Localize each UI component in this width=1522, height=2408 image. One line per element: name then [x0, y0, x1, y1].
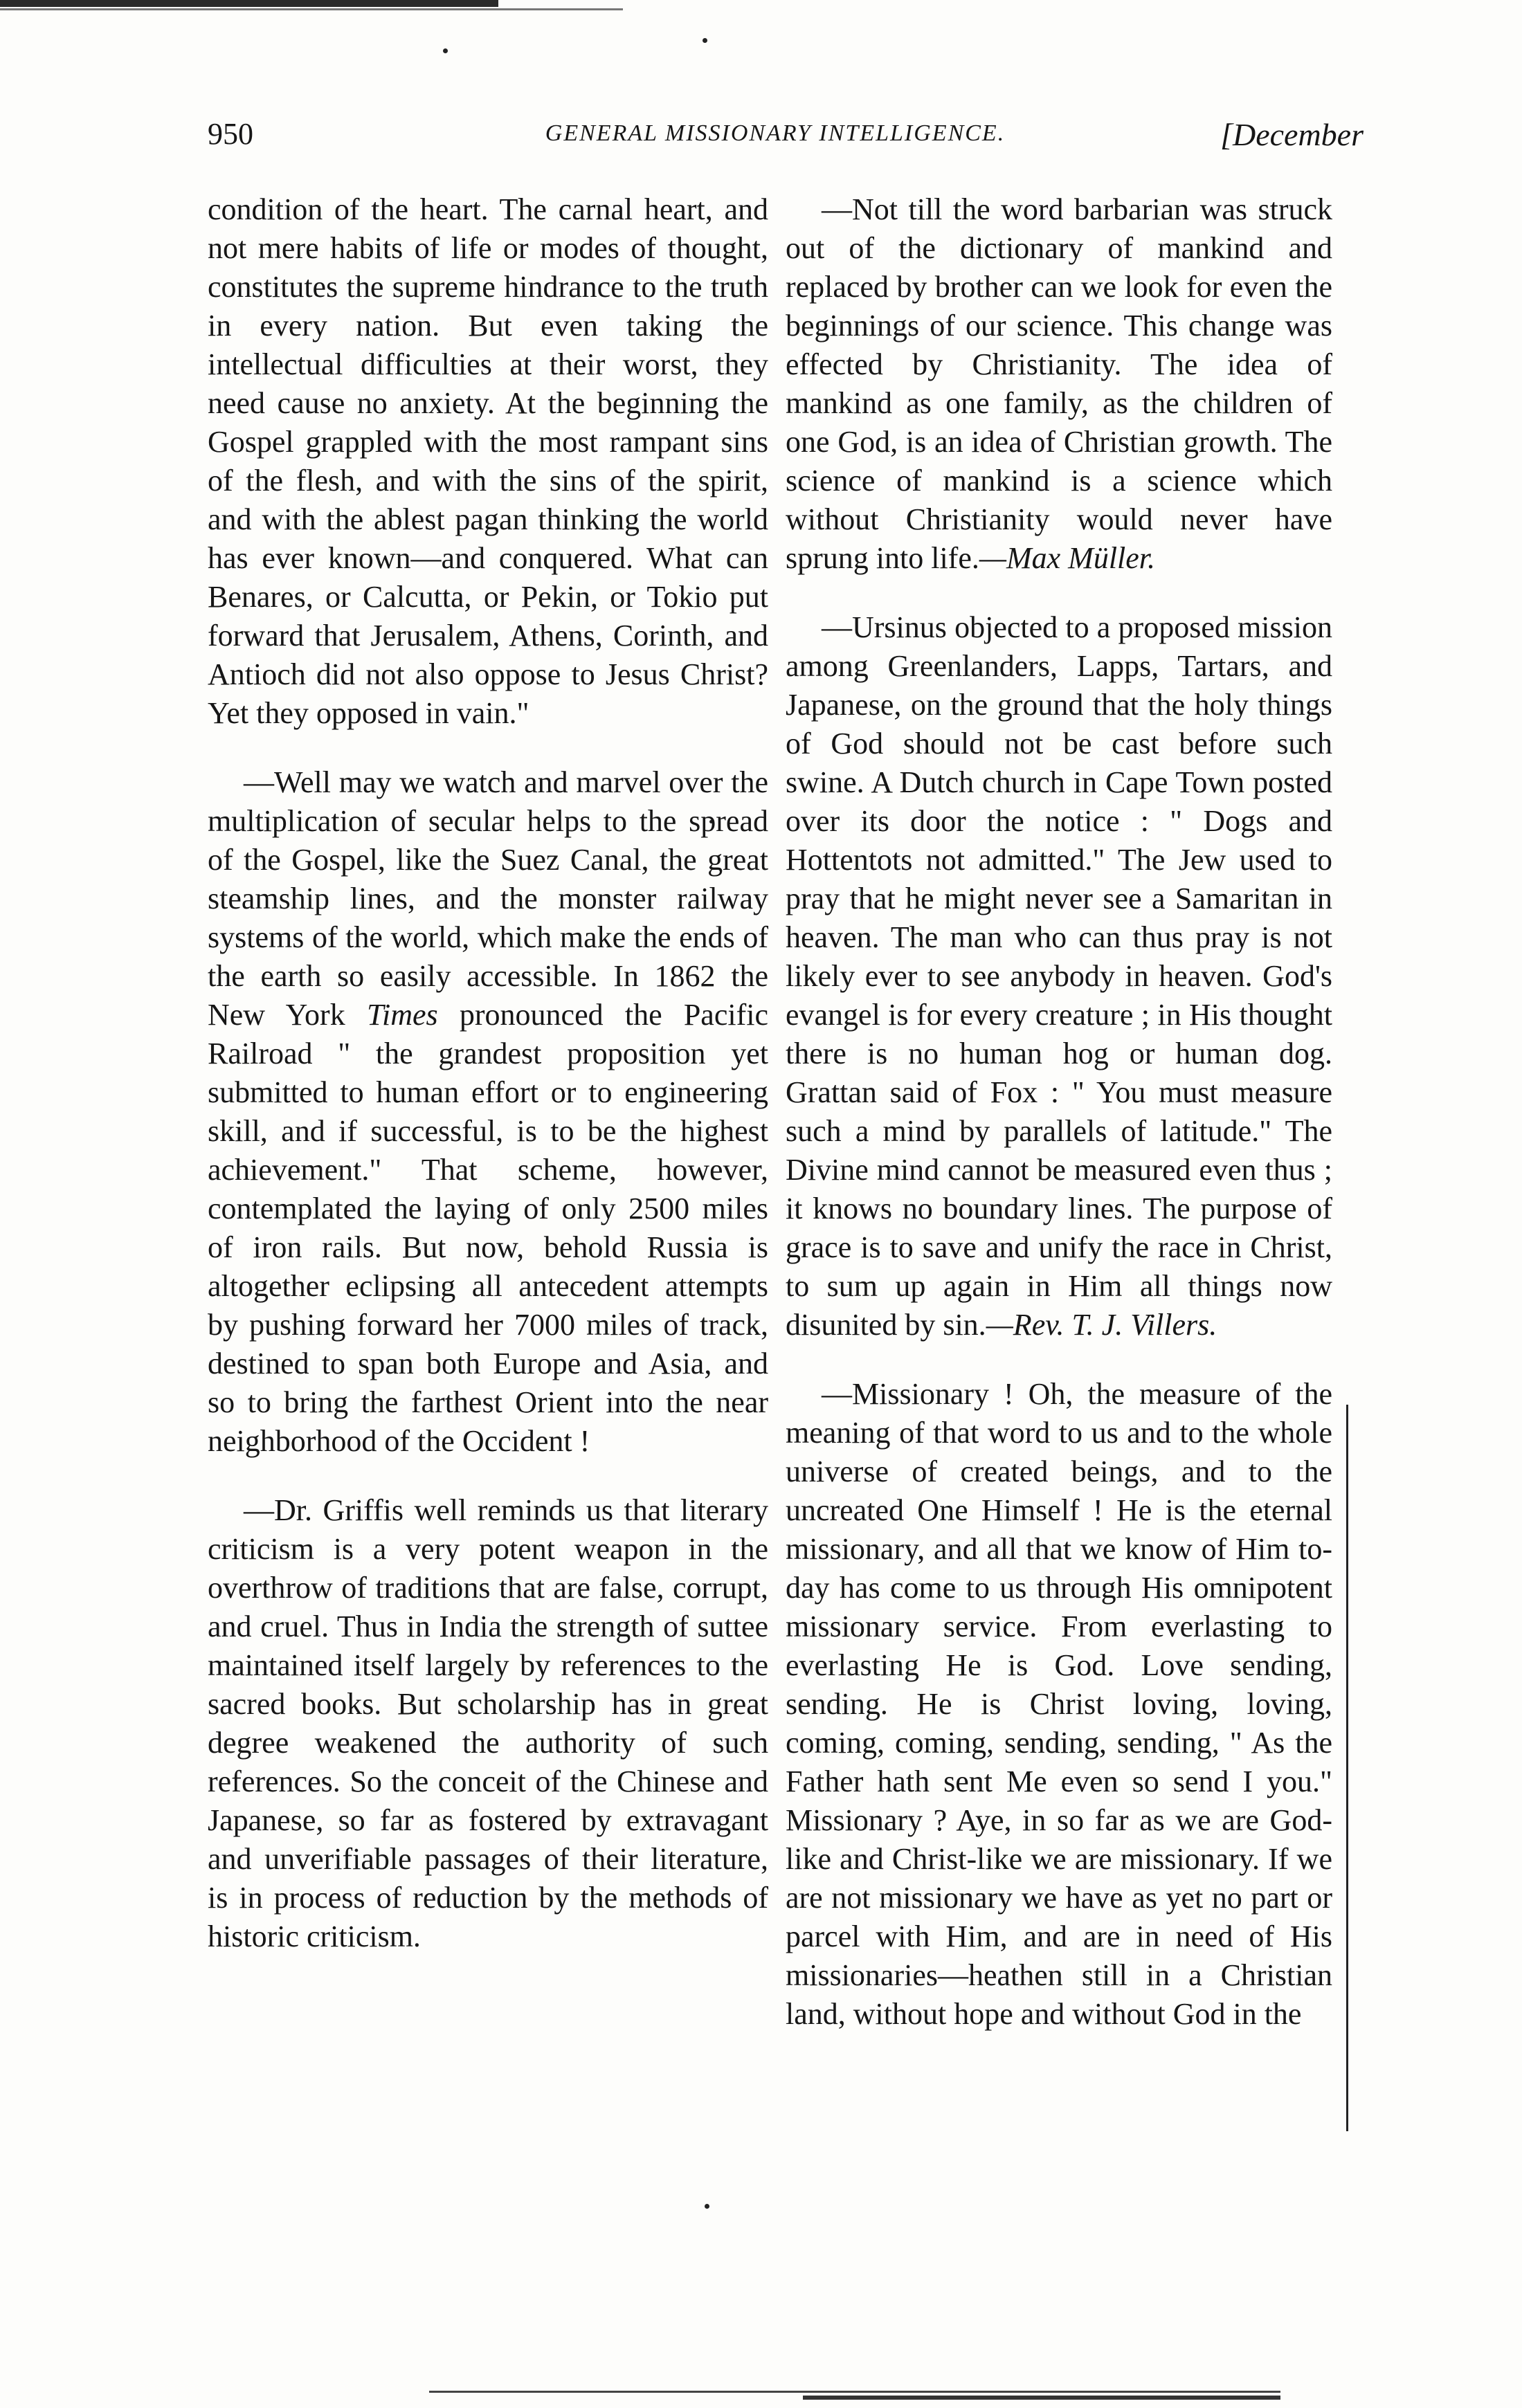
newspaper-title: Times — [366, 998, 438, 1032]
ink-speck — [705, 2204, 709, 2209]
left-paragraph-2 — [208, 763, 768, 1461]
top-scan-rule-thin — [0, 8, 623, 10]
quote-author: —Rev. T. J. Villers. — [986, 1308, 1217, 1342]
right-paragraph-2 — [786, 608, 1332, 1344]
right-paragraph-1-text: —Not till the word barbarian was struck out of the dictionary of mankind and replaced by brother can we look for even the beginnings of our science. This change was effected by Christianity. The idea of mankind as one family, as the children of one God, is an idea of Christian growth. The science of mankind is a science which without Christianity would never have sprung into life. — [786, 192, 1332, 575]
right-paragraph-3: —Missionary ! Oh, the measure of the meaning of that word to us and to the whole universe of created beings, and to the uncreated One Himself ! He is the eternal missionary, and all that we know of Him to-day has come to us through His omnipotent missionary service. From everlasting to everlasting He is God. Love sending, sending. He is Christ loving, loving, coming, coming, sending, sending, " As the Father hath sent Me even so send I you." Missionary ? Aye, in so far as we are God-like and Christ-like we are missionary. If we are not missionary we have as yet no part or parcel with Him, and are in need of His missionaries—heathen still in a Christian land, without hope and without God in the — [786, 1377, 1332, 2031]
page-number: 950 — [208, 117, 253, 151]
running-head: GENERAL MISSIONARY INTELLIGENCE. — [545, 120, 1006, 146]
top-scan-rule — [0, 0, 498, 7]
page-header — [208, 116, 1364, 158]
bottom-scan-rule-thick — [803, 2396, 1280, 2400]
right-paragraph-1 — [786, 190, 1332, 578]
ink-speck — [703, 38, 707, 43]
left-paragraph-3: —Dr. Griffis well reminds us that literary criticism is a very potent weapon in the overthrow of traditions that are false, corrupt, and cruel. Thus in India the strength of suttee maintained itself largely by references to the sacred books. But scholarship has in great degree weakened the authority of such references. So the conceit of the Chinese and Japanese, so far as fostered by extravagant and unverifiable passages of their literature, is in process of reduction by the methods of historic criticism. — [208, 1493, 768, 1953]
ink-speck — [443, 48, 448, 53]
quote-author: —Max Müller. — [979, 541, 1156, 575]
bottom-scan-rule — [429, 2391, 1280, 2393]
right-paragraph-2-text: —Ursinus objected to a proposed mission among Greenlanders, Lapps, Tartars, and Japanese, on the ground that the holy things of God should not be cast before such swine. A Dutch church in Cape Town posted over its door the notice : " Dogs and Hottentots not admitted." The Jew used to pray that he might never see a Samaritan in heaven. The man who can thus pray is not likely ever to see anybody in heaven. God's evangel is for every creature ; in His thought there is no human hog or human dog. Grattan said of Fox : " You must measure such a mind by parallels of latitude." The Divine mind cannot be measured even thus ; it knows no boundary lines. The purpose of grace is to save and unify the race in Christ, to sum up again in Him all things now disunited by sin. — [786, 610, 1332, 1342]
binding-edge-shadow — [1346, 1405, 1348, 2131]
left-column — [208, 190, 768, 1987]
left-paragraph-1: condition of the heart. The carnal heart, and not mere habits of life or modes of thought, constitutes the supreme hindrance to the truth in every nation. But even taking the intellectual difficulties at their worst, they need cause no anxiety. At the beginning the Gospel grappled with the most rampant sins of the flesh, and with the sins of the spirit, and with the ablest pagan thinking the world has ever known—and conquered. What can Benares, or Calcutta, or Pekin, or Tokio put forward that Jerusalem, Athens, Corinth, and Antioch did not also oppose to Jesus Christ? Yet they opposed in vain." — [208, 192, 768, 730]
right-column — [786, 190, 1332, 2064]
left-paragraph-2-text-b: pronounced the Pacific Railroad " the grandest proposition yet submitted to human effort or to engineering skill, and if successful, is to be the highest achievement." That scheme, however, contemplated the laying of only 2500 miles of iron rails. But now, behold Russia is altogether eclipsing all antecedent attempts by pushing forward her 7000 miles of track, destined to span both Europe and Asia, and so to bring the farthest Orient into the near neighborhood of the Occident ! — [208, 998, 768, 1458]
left-paragraph-2-text-a: —Well may we watch and marvel over the multiplication of secular helps to the spread of the Gospel, like the Suez Canal, the great steamship lines, and the monster railway systems of the world, which make the ends of the earth so easily accessible. In 1862 the New York — [208, 765, 768, 1032]
header-month: [December — [1220, 117, 1364, 152]
